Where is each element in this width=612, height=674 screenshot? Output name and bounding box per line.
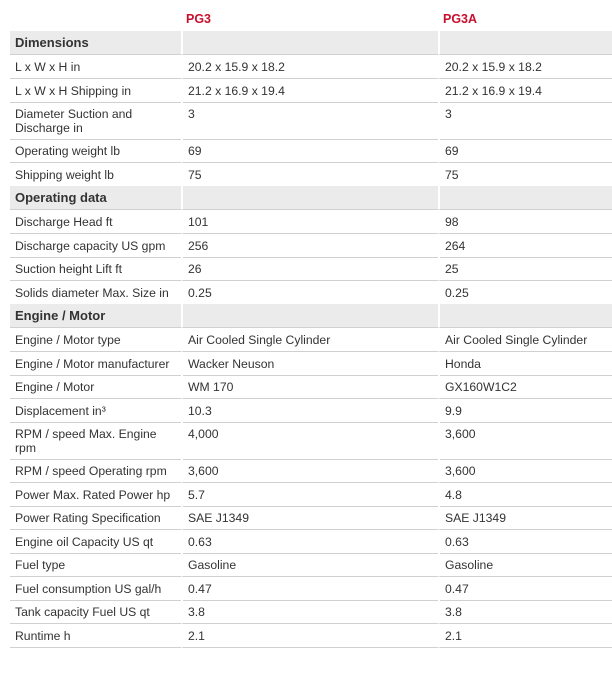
- pg3-value: 256: [181, 234, 438, 258]
- pg3a-value: 9.9: [438, 399, 612, 423]
- table-row: [10, 139, 612, 163]
- spec-label: Solids diameter Max. Size in: [10, 281, 181, 305]
- pg3-value: 0.47: [181, 577, 438, 601]
- table-row: [10, 506, 612, 530]
- section-filler: [438, 186, 612, 210]
- pg3-value: 101: [181, 210, 438, 234]
- pg3-value: 4,000: [181, 422, 438, 460]
- pg3-value: 69: [181, 139, 438, 163]
- pg3a-value: 0.63: [438, 530, 612, 554]
- pg3-value: 3.8: [181, 600, 438, 624]
- spec-label: Operating weight lb: [10, 139, 181, 163]
- pg3a-value: 2.1: [438, 624, 612, 648]
- table-row: [10, 163, 612, 187]
- table-row: [10, 281, 612, 305]
- section-filler: [438, 304, 612, 328]
- table-row: [10, 257, 612, 281]
- spec-label: RPM / speed Operating rpm: [10, 459, 181, 483]
- spec-label: Fuel consumption US gal/h: [10, 577, 181, 601]
- spec-label: Shipping weight lb: [10, 163, 181, 187]
- pg3a-value: 21.2 x 16.9 x 19.4: [438, 79, 612, 103]
- section-filler: [181, 304, 438, 328]
- pg3-value: 0.25: [181, 281, 438, 305]
- pg3-value: 3: [181, 102, 438, 140]
- table-row: [10, 459, 612, 483]
- table-row: [10, 328, 612, 352]
- pg3-value: 2.1: [181, 624, 438, 648]
- pg3a-value: GX160W1C2: [438, 375, 612, 399]
- spec-label: Runtime h: [10, 624, 181, 648]
- section-header-row: [10, 31, 612, 55]
- section-filler: [438, 31, 612, 55]
- spec-label: Power Rating Specification: [10, 506, 181, 530]
- pg3a-value: 3: [438, 102, 612, 140]
- pg3a-value: 3,600: [438, 459, 612, 483]
- pg3-value: Gasoline: [181, 553, 438, 577]
- section-title: Operating data: [10, 186, 181, 210]
- header-label-cell: [10, 9, 181, 31]
- pg3-value: Air Cooled Single Cylinder: [181, 328, 438, 352]
- pg3a-value: 98: [438, 210, 612, 234]
- spec-label: Engine oil Capacity US qt: [10, 530, 181, 554]
- spec-label: RPM / speed Max. Engine rpm: [10, 422, 181, 460]
- section-header-row: [10, 186, 612, 210]
- pg3-value: 5.7: [181, 483, 438, 507]
- pg3-value: 10.3: [181, 399, 438, 423]
- spec-label: Discharge Head ft: [10, 210, 181, 234]
- section-title: Engine / Motor: [10, 304, 181, 328]
- spec-label: Discharge capacity US gpm: [10, 234, 181, 258]
- table-body: [10, 31, 612, 647]
- pg3-value: 0.63: [181, 530, 438, 554]
- spec-label: Suction height Lift ft: [10, 257, 181, 281]
- table-row: [10, 55, 612, 79]
- pg3a-value: 20.2 x 15.9 x 18.2: [438, 55, 612, 79]
- table-row: [10, 352, 612, 376]
- spec-label: L x W x H Shipping in: [10, 79, 181, 103]
- pg3-value: 26: [181, 257, 438, 281]
- table-row: [10, 483, 612, 507]
- pg3a-value: 25: [438, 257, 612, 281]
- header-model-pg3a: PG3A: [443, 12, 478, 26]
- table-row: [10, 210, 612, 234]
- table-row: [10, 553, 612, 577]
- section-filler: [181, 31, 438, 55]
- spec-label: Engine / Motor manufacturer: [10, 352, 181, 376]
- pg3-value: 21.2 x 16.9 x 19.4: [181, 79, 438, 103]
- pg3-value: WM 170: [181, 375, 438, 399]
- table-row: [10, 102, 612, 139]
- table-row: [10, 577, 612, 601]
- pg3a-value: 264: [438, 234, 612, 258]
- pg3-value: Wacker Neuson: [181, 352, 438, 376]
- section-filler: [181, 186, 438, 210]
- spec-label: Displacement in³: [10, 399, 181, 423]
- pg3-value: SAE J1349: [181, 506, 438, 530]
- section-title: Dimensions: [10, 31, 181, 55]
- header-model-pg3: PG3: [186, 12, 212, 26]
- table-row: [10, 530, 612, 554]
- spec-label: Tank capacity Fuel US qt: [10, 600, 181, 624]
- pg3-value: 20.2 x 15.9 x 18.2: [181, 55, 438, 79]
- pg3a-value: 0.47: [438, 577, 612, 601]
- pg3a-value: 3.8: [438, 600, 612, 624]
- table-row: [10, 600, 612, 624]
- pg3a-value: Honda: [438, 352, 612, 376]
- spec-label: Power Max. Rated Power hp: [10, 483, 181, 507]
- header-row: [10, 9, 612, 31]
- section-header-row: [10, 304, 612, 328]
- spec-label: Engine / Motor: [10, 375, 181, 399]
- spec-label: L x W x H in: [10, 55, 181, 79]
- table-row: [10, 375, 612, 399]
- spec-label: Diameter Suction and Discharge in: [10, 102, 181, 140]
- table-row: [10, 399, 612, 423]
- pg3-value: 75: [181, 163, 438, 187]
- pg3a-value: 3,600: [438, 422, 612, 460]
- table-row: [10, 624, 612, 648]
- pg3a-value: 4.8: [438, 483, 612, 507]
- pg3a-value: Gasoline: [438, 553, 612, 577]
- spec-table: [10, 9, 612, 647]
- pg3a-value: Air Cooled Single Cylinder: [438, 328, 612, 352]
- pg3a-value: 0.25: [438, 281, 612, 305]
- pg3a-value: 75: [438, 163, 612, 187]
- table-row: [10, 234, 612, 258]
- pg3a-value: SAE J1349: [438, 506, 612, 530]
- pg3-value: 3,600: [181, 459, 438, 483]
- spec-label: Engine / Motor type: [10, 328, 181, 352]
- table-row: [10, 79, 612, 103]
- pg3a-value: 69: [438, 139, 612, 163]
- table-row: [10, 422, 612, 459]
- spec-label: Fuel type: [10, 553, 181, 577]
